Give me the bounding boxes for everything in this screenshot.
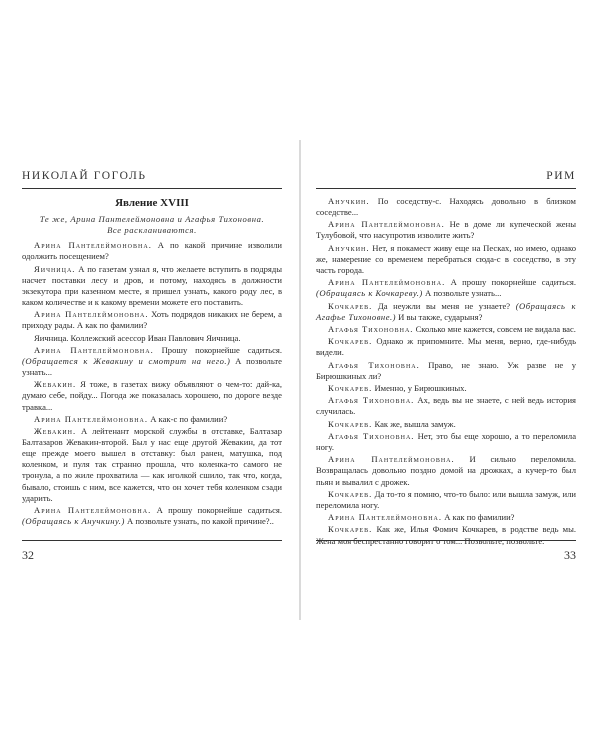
dialogue-text: И сильно переломила. Возвращалась довольно поздно домой на дрожках, а кучер-то был пьян и вывалил с дрожек. xyxy=(316,454,576,487)
dialogue-text: По соседству-с. Находясь довольно в близком соседстве... xyxy=(316,196,576,218)
dialogue-paragraph xyxy=(316,360,576,382)
cast-prefix: Те же, xyxy=(39,214,71,225)
stage-direction: (Обращается к Жевакину и смотрит на него.) xyxy=(22,355,231,366)
right-page xyxy=(316,140,576,610)
dialogue-text: А прошу покорнейше садиться. xyxy=(151,504,282,515)
speaker-name: Арина Пантелеймоновна. xyxy=(34,240,152,251)
book-spread xyxy=(0,140,600,620)
dialogue-paragraph xyxy=(22,240,282,262)
dialogue-paragraph xyxy=(22,426,282,504)
cast-suffix: Все раскланиваются. xyxy=(107,225,197,236)
dialogue-paragraph xyxy=(316,324,576,335)
dialogue-paragraph xyxy=(316,524,576,546)
dialogue-text: Да то-то я помню, что-то было: или вышла замуж, или переломила ногу. xyxy=(316,488,576,510)
speaker-name: Арина Пантелеймоновна. xyxy=(34,504,152,515)
left-paragraphs xyxy=(22,240,282,527)
speaker-name: Агафья Тихоновна. xyxy=(328,430,415,441)
speaker-name: Арина Пантелеймоновна. xyxy=(328,277,446,288)
speaker-name: Арина Пантелеймоновна. xyxy=(34,413,149,424)
speaker-name: Кочкарев. xyxy=(328,300,373,311)
speaker-name: Арина Пантелеймоновна. xyxy=(34,309,149,320)
dialogue-paragraph xyxy=(22,309,282,331)
dialogue-text: Не в доме ли купеческой жены Тулубовой, что насупротив изволите жить? xyxy=(316,219,576,241)
dialogue-text: Именно, у Бирюшкиных. xyxy=(372,383,467,393)
speaker-name: Агафья Тихоновна. xyxy=(328,359,420,370)
dialogue-text: Как же, вышла замуж. xyxy=(372,418,456,429)
speaker-name: Агафья Тихоновна. xyxy=(328,323,414,334)
dialogue-text: Право, не знаю. Уж разве не у Бирюшкиных ли? xyxy=(316,359,576,381)
running-head-right: РИМ xyxy=(546,170,576,182)
stage-direction: (Обращаясь к Кочкареву.) xyxy=(316,288,423,299)
left-page-body xyxy=(22,196,282,528)
cast-names: Арина Пантелеймоновна и Агафья Тихоновна. xyxy=(70,214,265,225)
dialogue-paragraph xyxy=(316,301,576,323)
speaker-name: Жевакин. xyxy=(34,426,77,437)
right-page-body xyxy=(316,196,576,548)
speaker-name: Арина Пантелеймоновна. xyxy=(328,454,455,465)
dialogue-paragraph xyxy=(22,333,282,344)
speaker-name: Арина Пантелеймоновна. xyxy=(34,344,154,355)
dialogue-text: Как же, Илья Фомич Кочкарев, в родстве ведь мы. xyxy=(376,524,576,535)
dialogue-text: Ах, ведь вы не знаете, с ней ведь история случилась. xyxy=(316,395,577,417)
dialogue-paragraph xyxy=(316,383,576,394)
footer-rule-right xyxy=(316,540,576,541)
speaker-name: Кочкарев. xyxy=(328,336,373,347)
dialogue-paragraph xyxy=(316,196,576,218)
dialogue-paragraph xyxy=(316,454,576,487)
dialogue-text: Я тоже, в газетах вижу объявляют о чем-то: дай-ка, думаю себе, пойду... Погода же показалась хорошею, по дороге везде травка... xyxy=(22,379,282,412)
dialogue-text: А как-с по фамилии? xyxy=(148,413,228,424)
speaker-name: Арина Пантелеймоновна. xyxy=(328,512,443,523)
speaker-name: Кочкарев. xyxy=(328,524,373,535)
dialogue-text: Нет, это бы еще хорошо, а то переломила ногу. xyxy=(316,430,577,453)
dialogue-text: А как по фамилии? xyxy=(442,512,515,523)
stage-direction: (Обращаясь к Агафье Тихоновне.) xyxy=(316,300,576,322)
dialogue-paragraph xyxy=(316,277,576,299)
right-paragraphs xyxy=(316,196,576,547)
dialogue-text-continued: А позвольте узнать... xyxy=(22,355,282,378)
dialogue-paragraph xyxy=(316,419,576,430)
speaker-name: Жевакин. xyxy=(34,379,77,390)
speaker-name: Агафья Тихоновна. xyxy=(328,395,415,406)
dialogue-text: Хоть подрядов никаких не берем, а приходу рады. А как по фамилии? xyxy=(22,309,282,331)
dialogue-text: Прошу покорнейше садиться. xyxy=(153,344,282,355)
dialogue-text: А прошу покорнейше садиться. xyxy=(445,277,576,288)
dialogue-paragraph xyxy=(22,505,282,527)
scene-title: Явление XVIII xyxy=(115,197,189,209)
footer-rule-left xyxy=(22,540,282,541)
dialogue-text: Яичница. Коллежский асессор Иван Павлович Яичница. xyxy=(34,332,241,343)
dialogue-paragraph xyxy=(22,345,282,378)
dialogue-paragraph xyxy=(22,414,282,425)
speaker-name: Анучкин. xyxy=(328,242,370,253)
dialogue-paragraph xyxy=(316,219,576,241)
scene-cast xyxy=(36,214,268,236)
dialogue-paragraph xyxy=(316,512,576,523)
speaker-name: Кочкарев. xyxy=(328,418,373,429)
page-number-left: 32 xyxy=(22,548,34,562)
dialogue-text: А лейтенант морской службы в отставке, Балтазар Балтазаров Жевакин-второй. Был у нас еще другой Жевакин, да тот еще прежде моего вышел в отставку: был ранен, матушка, под коленком, и пуля так странно прошла, что коленка-то самого не тронула, а по жиле прохватила — как иголкой сшило, так что, когда, бывало, стоишь с ним, все кажется, что он хочет тебя коленком сзади ударить. xyxy=(22,426,282,503)
dialogue-text: А по какой причине изволили одолжить посещением? xyxy=(22,240,282,262)
book-spine xyxy=(299,140,301,620)
speaker-name: Кочкарев. xyxy=(328,383,373,393)
speaker-name: Анучкин. xyxy=(328,196,370,206)
header-rule-left xyxy=(22,188,282,189)
dialogue-paragraph xyxy=(22,379,282,412)
stage-direction: (Обращаясь к Анучкину.) xyxy=(22,516,125,527)
header-rule-right xyxy=(316,188,576,189)
left-page xyxy=(22,140,282,610)
dialogue-text-continued: И вы также, сударыня? xyxy=(396,311,483,322)
dialogue-text: Нет, я покамест живу еще на Песках, но имею, однако же, намерение со временем перебраться сюда-с в соседство, в эту часть города. xyxy=(316,242,576,275)
dialogue-text-continued: А позвольте узнать, по какой причине?.. xyxy=(124,516,274,527)
dialogue-paragraph xyxy=(316,243,576,276)
speaker-name: Арина Пантелеймоновна. xyxy=(328,219,445,230)
page-number-right: 33 xyxy=(564,548,576,562)
dialogue-paragraph xyxy=(22,264,282,308)
dialogue-paragraph xyxy=(316,395,576,417)
dialogue-text: Однако ж припомните. Мы меня, верно, где-нибудь видели. xyxy=(316,336,576,358)
dialogue-paragraph xyxy=(316,489,576,511)
speaker-name: Кочкарев. xyxy=(328,488,373,499)
dialogue-paragraph xyxy=(316,336,576,358)
dialogue-text-continued: А позвольте узнать... xyxy=(422,288,502,299)
dialogue-paragraph xyxy=(316,431,576,453)
dialogue-text: Сколько мне кажется, совсем не видала вас. xyxy=(413,323,576,334)
dialogue-text: Да неужли вы меня не узнаете? xyxy=(372,300,516,311)
running-head-left: НИКОЛАЙ ГОГОЛЬ xyxy=(22,170,147,182)
dialogue-text: А по газетам узнал я, что желаете вступить в подряды насчет поставки лесу и дров, и потому, находясь в должности экзекутора при казенном месте, я пришел узнать, какого роду лес, в каком количестве и к какому времени можете его поставить. xyxy=(22,263,282,307)
speaker-name: Яичница. xyxy=(34,263,76,274)
